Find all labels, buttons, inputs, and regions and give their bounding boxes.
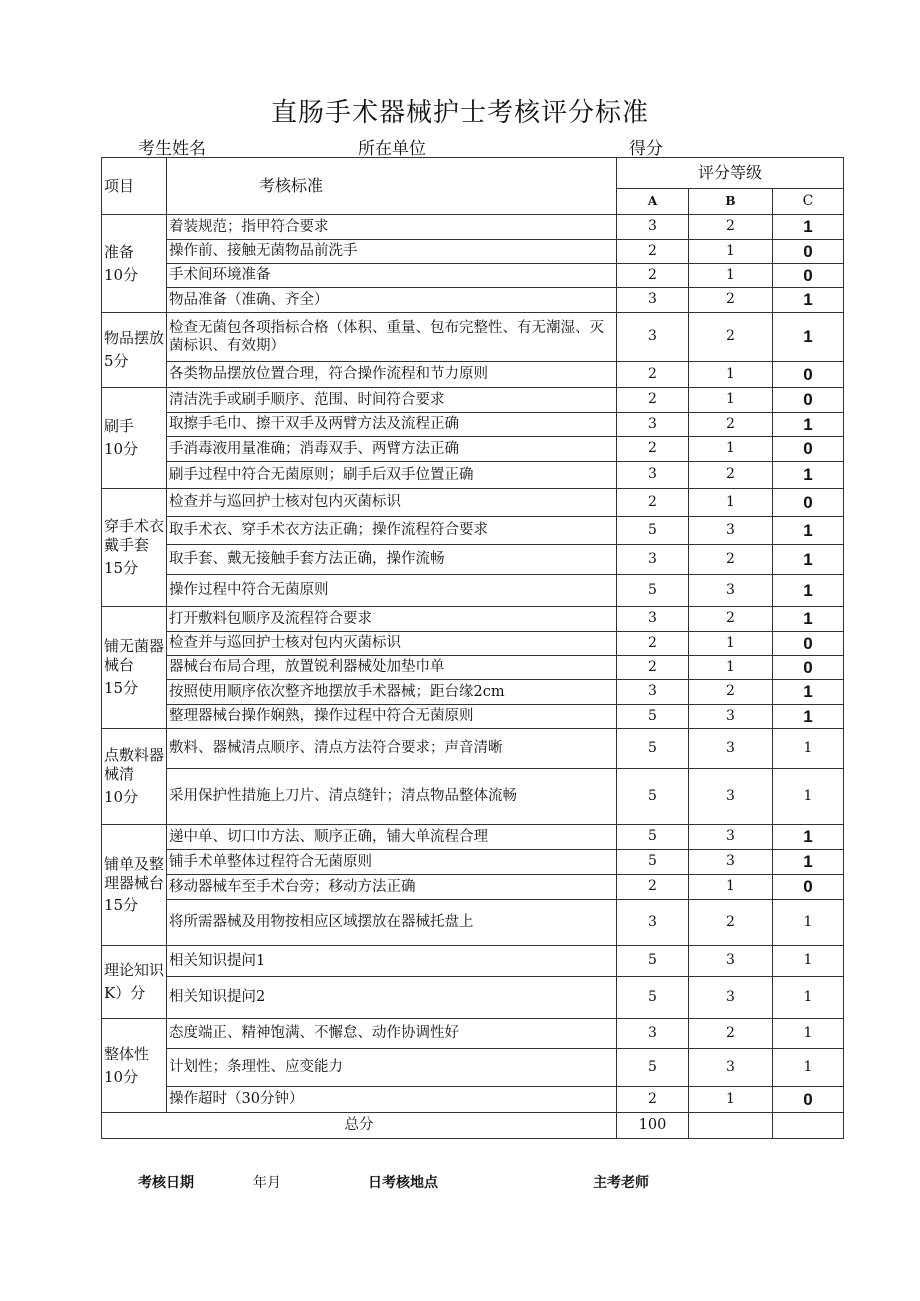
grade-a-score: 2 (617, 1087, 689, 1113)
grade-b-score: 1 (689, 632, 773, 656)
section-label-name: 整体性 (104, 1044, 150, 1063)
grade-a-score: 3 (617, 545, 689, 575)
section-label-name: 铺单及整理器械台 (104, 854, 165, 892)
grade-c-score: 0 (773, 875, 844, 900)
grade-b-score: 1 (689, 1087, 773, 1113)
table-row (102, 632, 844, 656)
section-label (102, 1019, 167, 1113)
criterion-text: 操作过程中符合无菌原则 (167, 575, 617, 607)
grade-a-score: 5 (617, 729, 689, 769)
grade-c-score: 0 (773, 632, 844, 656)
grade-c-score: 0 (773, 437, 844, 462)
grade-b-score: 1 (689, 656, 773, 680)
grade-b-score: 1 (689, 240, 773, 264)
grade-c-score: 1 (773, 680, 844, 705)
section-label-name: 准备 (104, 242, 135, 261)
grade-a-score: 2 (617, 656, 689, 680)
section-label-points: 10分 (104, 1067, 139, 1086)
criterion-text: 操作前、接触无菌物品前洗手 (167, 240, 617, 264)
section-label (102, 607, 167, 729)
grade-a-score: 2 (617, 388, 689, 413)
table-row (102, 850, 844, 875)
section-label-points: 10分 (104, 265, 139, 284)
grade-b-score: 3 (689, 1049, 773, 1087)
grade-b-score: 3 (689, 517, 773, 545)
table-row (102, 264, 844, 288)
grade-b-score: 2 (689, 288, 773, 313)
exam-place-label: 日考核地点 (368, 1174, 438, 1190)
grade-b-score: 1 (689, 437, 773, 462)
criterion-text: 按照使用顺序依次整齐地摆放手术器械；距台缘2cm (167, 680, 617, 705)
criterion-text: 物品准备（准确、齐全） (167, 288, 617, 313)
grade-b-score: 2 (689, 215, 773, 240)
grade-c-score: 1 (773, 825, 844, 850)
grade-b-score: 1 (689, 362, 773, 388)
grade-a-score: 3 (617, 462, 689, 489)
section-label-name: 物品摆放 (104, 329, 165, 348)
table-row (102, 1087, 844, 1113)
grade-a-score: 2 (617, 489, 689, 517)
section-label-points: 15分 (104, 896, 139, 915)
criterion-text: 采用保护性措施上刀片、清点缝针；清点物品整体流畅 (167, 769, 617, 825)
year-month-label: 年月 (253, 1174, 281, 1190)
header-grade: 评分等级 (617, 158, 844, 189)
grade-c-score: 0 (773, 240, 844, 264)
grade-a-score: 5 (617, 517, 689, 545)
criterion-text: 取手术衣、穿手术衣方法正确；操作流程符合要求 (167, 517, 617, 545)
section-label-points: 15分 (104, 678, 139, 697)
section-label (102, 825, 167, 946)
grade-c-score: 1 (773, 607, 844, 632)
table-row (102, 875, 844, 900)
header-criteria: 考核标准 (167, 158, 617, 215)
section-label-name: 穿手术衣戴手套 (104, 517, 165, 555)
header-grade-c: C (773, 189, 844, 215)
table-row (102, 489, 844, 517)
table-row (102, 517, 844, 545)
grade-a-score: 3 (617, 288, 689, 313)
section-label (102, 729, 167, 825)
grade-b-score: 1 (689, 489, 773, 517)
header-item: 项目 (102, 158, 167, 215)
grade-c-score: 1 (773, 462, 844, 489)
grade-a-score: 5 (617, 825, 689, 850)
criterion-text: 打开敷料包顺序及流程符合要求 (167, 607, 617, 632)
criterion-text: 相关知识提问2 (167, 977, 617, 1019)
criterion-text: 相关知识提问1 (167, 946, 617, 977)
grade-c-score: 1 (773, 900, 844, 946)
table-row (102, 656, 844, 680)
total-empty-cell (689, 1113, 773, 1139)
scoring-table (101, 157, 844, 1139)
criterion-text: 整理器械台操作娴熟，操作过程中符合无菌原则 (167, 705, 617, 729)
grade-c-score: 1 (773, 1049, 844, 1087)
section-label-points: K）分 (104, 984, 146, 1002)
grade-a-score: 5 (617, 769, 689, 825)
criterion-text: 移动器械车至手术台旁；移动方法正确 (167, 875, 617, 900)
grade-b-score: 2 (689, 413, 773, 437)
criterion-text: 敷料、器械清点顺序、清点方法符合要求；声音清晰 (167, 729, 617, 769)
grade-c-score: 0 (773, 656, 844, 680)
grade-a-score: 3 (617, 680, 689, 705)
grade-b-score: 3 (689, 850, 773, 875)
grade-a-score: 5 (617, 946, 689, 977)
grade-a-score: 3 (617, 215, 689, 240)
grade-a-score: 2 (617, 875, 689, 900)
grade-a-score: 3 (617, 607, 689, 632)
table-row (102, 680, 844, 705)
grade-a-score: 5 (617, 575, 689, 607)
section-label (102, 946, 167, 1019)
header-grade-b: B (689, 189, 773, 215)
grade-a-score: 5 (617, 705, 689, 729)
examiner-label: 主考老师 (593, 1174, 649, 1190)
grade-b-score: 2 (689, 313, 773, 362)
criterion-text: 手消毒液用量准确；消毒双手、两臂方法正确 (167, 437, 617, 462)
criterion-text: 将所需器械及用物按相应区域摆放在器械托盘上 (167, 900, 617, 946)
grade-c-score: 1 (773, 769, 844, 825)
grade-b-score: 2 (689, 607, 773, 632)
criterion-text: 检查并与巡回护士核对包内灭菌标识 (167, 632, 617, 656)
grade-c-score: 1 (773, 545, 844, 575)
grade-b-score: 3 (689, 825, 773, 850)
section-label (102, 313, 167, 388)
grade-b-score: 2 (689, 545, 773, 575)
total-label: 总分 (102, 1113, 617, 1139)
table-row (102, 240, 844, 264)
table-row (102, 313, 844, 362)
grade-b-score: 3 (689, 977, 773, 1019)
grade-c-score: 1 (773, 413, 844, 437)
section-label-points: 10分 (104, 440, 139, 458)
criterion-text: 清洁洗手或刷手顺序、范围、时间符合要求 (167, 388, 617, 413)
grade-c-score: 1 (773, 946, 844, 977)
grade-a-score: 2 (617, 437, 689, 462)
grade-c-score: 1 (773, 977, 844, 1019)
section-label-points: 10分 (104, 787, 139, 806)
grade-c-score: 1 (773, 215, 844, 240)
table-row (102, 977, 844, 1019)
grade-b-score: 1 (689, 264, 773, 288)
grade-c-score: 1 (773, 517, 844, 545)
section-label-name: 刷手 (104, 417, 135, 436)
section-label-name: 理论知识 (104, 961, 165, 980)
table-row (102, 288, 844, 313)
table-row (102, 1049, 844, 1087)
table-row (102, 437, 844, 462)
grade-c-score: 1 (773, 1019, 844, 1049)
table-row (102, 705, 844, 729)
grade-a-score: 5 (617, 850, 689, 875)
candidate-name-label: 考生姓名 (138, 139, 206, 159)
criterion-text: 各类物品摆放位置合理，符合操作流程和节力原则 (167, 362, 617, 388)
criterion-text: 检查并与巡回护士核对包内灭菌标识 (167, 489, 617, 517)
table-row (102, 413, 844, 437)
criterion-text: 手术间环境准备 (167, 264, 617, 288)
criterion-text: 检查无菌包各项指标合格（体积、重量、包布完整性、有无潮湿、灭菌标识、有效期） (167, 313, 617, 362)
grade-a-score: 5 (617, 977, 689, 1019)
header-grade-a: A (617, 189, 689, 215)
table-row (102, 729, 844, 769)
grade-b-score: 3 (689, 729, 773, 769)
table-row (102, 575, 844, 607)
criterion-text: 计划性；条理性、应变能力 (167, 1049, 617, 1087)
grade-a-score: 3 (617, 900, 689, 946)
criterion-text: 器械台布局合理，放置锐利器械处加垫巾单 (167, 656, 617, 680)
grade-c-score: 1 (773, 313, 844, 362)
grade-c-score: 0 (773, 362, 844, 388)
table-row (102, 769, 844, 825)
criterion-text: 操作超时（30分钟） (167, 1087, 617, 1113)
criterion-text: 取手套、戴无接触手套方法正确，操作流畅 (167, 545, 617, 575)
section-label-name: 点敷料器械清 (104, 746, 165, 784)
section-label (102, 388, 167, 489)
grade-c-score: 1 (773, 288, 844, 313)
grade-c-score: 1 (773, 729, 844, 769)
criterion-text: 着装规范；指甲符合要求 (167, 215, 617, 240)
grade-b-score: 3 (689, 769, 773, 825)
criterion-text: 铺手术单整体过程符合无菌原则 (167, 850, 617, 875)
grade-b-score: 1 (689, 875, 773, 900)
table-row (102, 825, 844, 850)
grade-a-score: 3 (617, 1019, 689, 1049)
grade-a-score: 2 (617, 632, 689, 656)
grade-a-score: 5 (617, 1049, 689, 1087)
grade-a-score: 3 (617, 313, 689, 362)
section-label-name: 铺无菌器械台 (104, 637, 165, 675)
table-row (102, 362, 844, 388)
grade-c-score: 1 (773, 575, 844, 607)
table-row (102, 462, 844, 489)
table-row (102, 1019, 844, 1049)
grade-b-score: 3 (689, 705, 773, 729)
criterion-text: 刷手过程中符合无菌原则；刷手后双手位置正确 (167, 462, 617, 489)
grade-c-score: 0 (773, 489, 844, 517)
grade-c-score: 1 (773, 705, 844, 729)
grade-b-score: 2 (689, 900, 773, 946)
grade-b-score: 2 (689, 462, 773, 489)
grade-a-score: 2 (617, 240, 689, 264)
section-label (102, 489, 167, 607)
table-row (102, 900, 844, 946)
grade-b-score: 2 (689, 680, 773, 705)
table-row (102, 388, 844, 413)
total-empty-cell (773, 1113, 844, 1139)
table-row (102, 946, 844, 977)
grade-a-score: 3 (617, 413, 689, 437)
unit-label: 所在单位 (358, 139, 426, 159)
table-row (102, 545, 844, 575)
table-row (102, 215, 844, 240)
section-label-points: 5分 (104, 352, 129, 370)
page-title: 直肠手术器械护士考核评分标准 (270, 98, 649, 128)
section-label (102, 215, 167, 313)
grade-c-score: 1 (773, 850, 844, 875)
total-value: 100 (617, 1113, 689, 1139)
grade-b-score: 3 (689, 946, 773, 977)
grade-b-score: 3 (689, 575, 773, 607)
section-label-points: 15分 (104, 558, 139, 577)
grade-c-score: 0 (773, 388, 844, 413)
criterion-text: 取擦手毛巾、擦干双手及两臂方法及流程正确 (167, 413, 617, 437)
table-row (102, 607, 844, 632)
criterion-text: 递中单、切口巾方法、顺序正确，铺大单流程合理 (167, 825, 617, 850)
grade-c-score: 0 (773, 264, 844, 288)
exam-date-label: 考核日期 (138, 1174, 194, 1190)
criterion-text: 态度端正、精神饱满、不懈怠、动作协调性好 (167, 1019, 617, 1049)
score-label: 得分 (629, 139, 663, 159)
grade-c-score: 0 (773, 1087, 844, 1113)
grade-b-score: 2 (689, 1019, 773, 1049)
total-row (102, 1113, 844, 1139)
grade-a-score: 2 (617, 264, 689, 288)
grade-a-score: 2 (617, 362, 689, 388)
grade-b-score: 1 (689, 388, 773, 413)
